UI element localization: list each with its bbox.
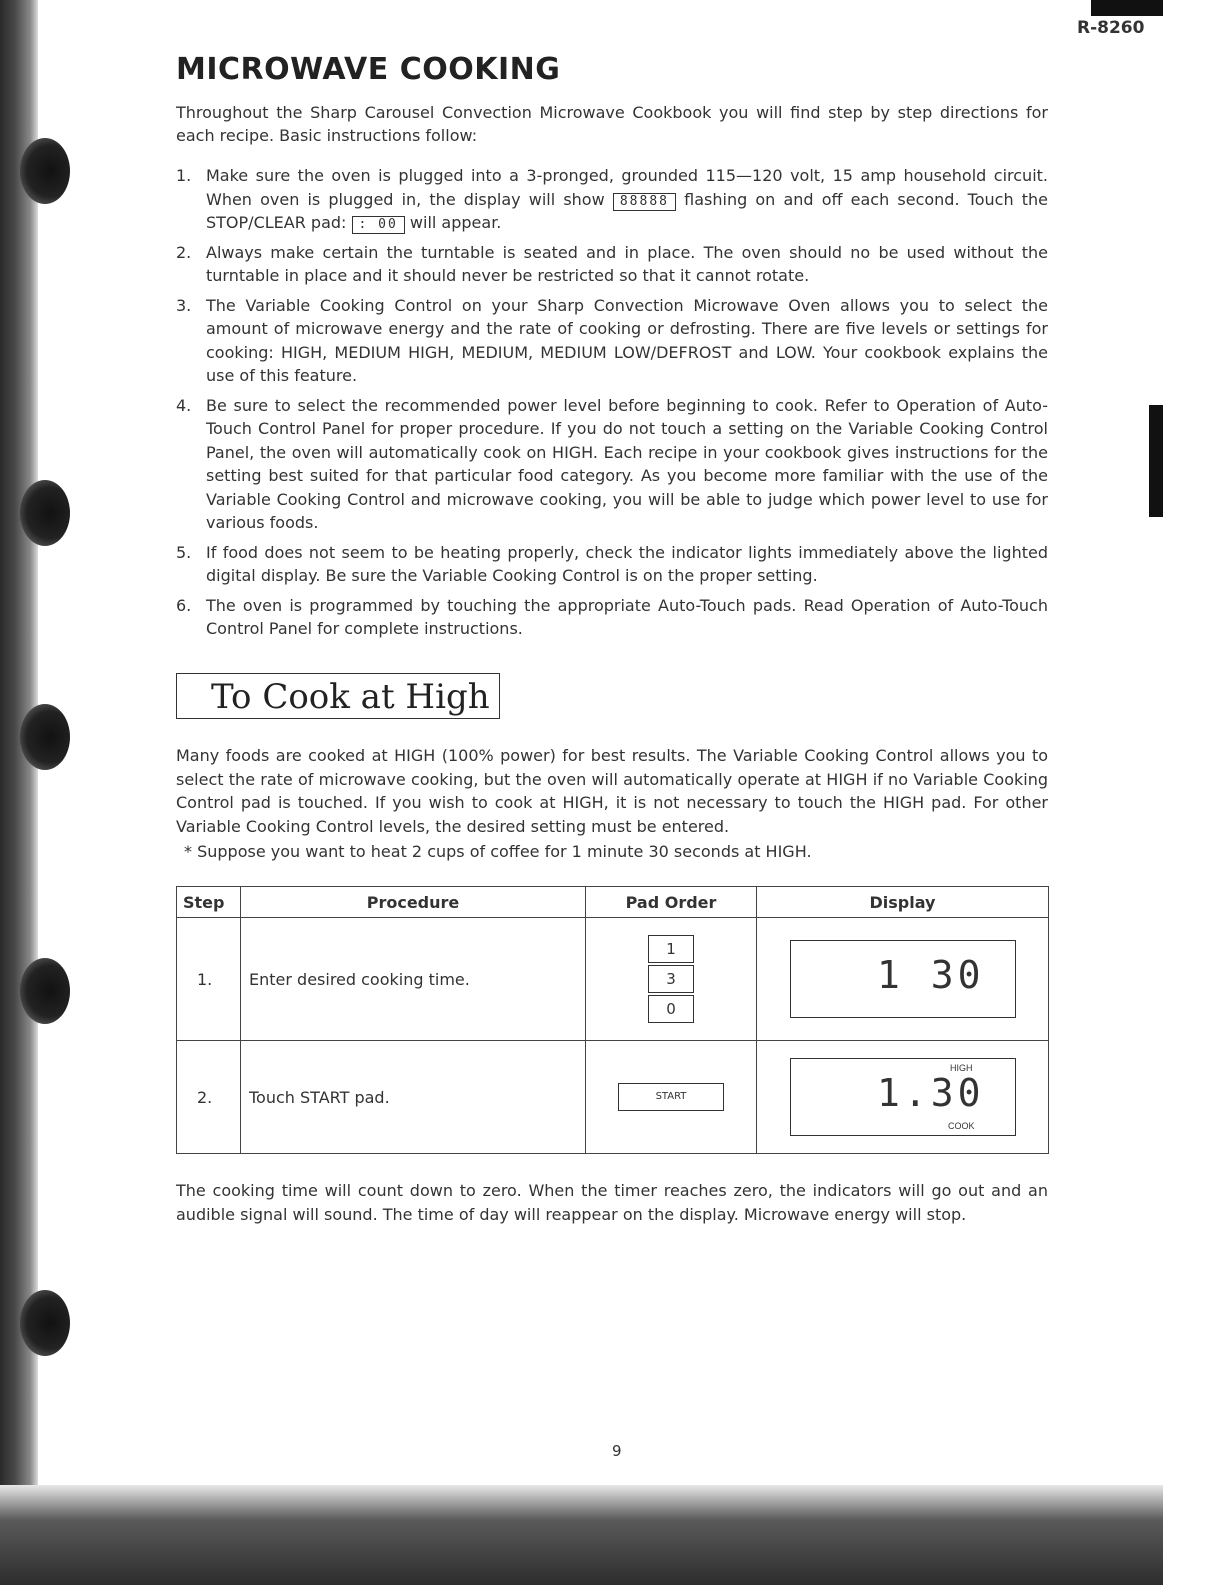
item-text: Be sure to select the recommended power level before beginning to cook. Refer to Operation of Auto-Touch Control Panel for proper procedure. If you do not touch a setting on the Variable Cooking Control Panel, the oven will automatically cook on HIGH. Each recipe in your cookbook gives instructions for the setting best suited for that particular food category. As you become more familiar with the use of the Variable Cooking Control and microwave cooking, you will be able to judge which power level to use for various foods. <box>206 395 1048 532</box>
bottom-edge-shadow <box>0 1485 1225 1585</box>
high-paragraph: Many foods are cooked at HIGH (100% power) for best results. The Variable Cooking Control allows you to select the rate of microwave cooking, but the oven will automatically operate at HIGH if no Variable Cooking Control pad is touched. If you wish to cook at HIGH, it is not necessary to touch the HIGH pad. For other Variable Cooking Control levels, the desired setting must be entered. <box>176 746 1048 836</box>
display-cell <box>757 918 1049 1041</box>
example-note: * Suppose you want to heat 2 cups of coffee for 1 minute 30 seconds at HIGH. <box>184 842 812 861</box>
item-number: 1. <box>176 166 192 185</box>
item-text: flashing on and off each second. Touch the STOP/CLEAR pad: <box>206 189 1049 232</box>
keypad-1: 1 <box>648 935 694 963</box>
list-item <box>176 294 1048 388</box>
item-text: The oven is programmed by touching the appropriate Auto-Touch pads. Read Operation of Auto-Touch Control Panel for complete instructions. <box>206 595 1048 638</box>
lcd-display <box>790 1058 1016 1136</box>
item-text: will appear. <box>409 213 502 232</box>
lcd-display <box>790 940 1016 1018</box>
item-number: 4. <box>176 395 192 415</box>
step-cell: 2. <box>177 1041 241 1154</box>
table-row <box>177 1041 1049 1154</box>
page-number: 9 <box>612 1442 622 1460</box>
pad-order-cell <box>586 1041 757 1154</box>
page-title: MICROWAVE COOKING <box>176 52 561 87</box>
procedure-table <box>176 886 1049 1154</box>
model-number: R-8260 <box>1077 18 1145 38</box>
item-number: 2. <box>176 242 192 262</box>
keypad-0: 0 <box>648 995 694 1023</box>
column-header-pad-order: Pad Order <box>586 887 757 918</box>
binder-hole <box>20 958 70 1024</box>
item-text: Always make certain the turntable is seated and in place. The oven should no be used without the turntable in place and it should never be restricted so that it cannot rotate. <box>206 242 1048 285</box>
pad-order-cell <box>586 918 757 1041</box>
column-header-display: Display <box>757 887 1049 918</box>
index-tab-side <box>1149 405 1163 517</box>
item-text: If food does not seem to be heating properly, check the indicator lights immediately above the lighted digital display. Be sure the Variable Cooking Control is on the proper setting. <box>206 542 1048 585</box>
display-digits: 1 30 <box>876 953 985 997</box>
item-text: Make sure the oven is plugged into a 3-pronged, grounded 115—120 volt, 15 amp household circuit. When oven is plugged in, the display will show <box>206 166 1048 209</box>
section-title: To Cook at High <box>176 673 500 719</box>
high-indicator: HIGH <box>950 1063 973 1073</box>
binder-hole <box>20 704 70 770</box>
binder-hole <box>20 1290 70 1356</box>
display-digits: 1.30 <box>876 1071 985 1115</box>
procedure-cell: Touch START pad. <box>241 1041 586 1154</box>
keypad-3: 3 <box>648 965 694 993</box>
table-header-row <box>177 887 1049 918</box>
column-header-step: Step <box>177 887 241 918</box>
list-item <box>176 164 1048 235</box>
lcd-display: 88888 <box>613 193 676 211</box>
intro-paragraph: Throughout the Sharp Carousel Convection Microwave Cookbook you will find step by step directions for each recipe. Basic instructions follow: <box>176 103 1048 145</box>
procedure-cell: Enter desired cooking time. <box>241 918 586 1041</box>
list-item <box>176 594 1048 641</box>
binder-hole <box>20 480 70 546</box>
start-pad: START <box>618 1083 724 1111</box>
binder-hole <box>20 138 70 204</box>
item-number: 5. <box>176 542 192 562</box>
cook-indicator: COOK <box>947 1121 975 1131</box>
list-item <box>176 241 1048 288</box>
item-number: 3. <box>176 295 192 315</box>
lcd-display: : 00 <box>352 216 405 234</box>
closing-paragraph: The cooking time will count down to zero. When the timer reaches zero, the indicators will go out and an audible signal will sound. The time of day will reappear on the display. Microwave energy will stop. <box>176 1181 1048 1224</box>
item-text: The Variable Cooking Control on your Sharp Convection Microwave Oven allows you to select the amount of microwave energy and the rate of cooking or defrosting. There are five levels or settings for cooking: HIGH, MEDIUM HIGH, MEDIUM, MEDIUM LOW/DEFROST and LOW. Your cookbook explains the use of this feature. <box>206 295 1048 385</box>
step-cell: 1. <box>177 918 241 1041</box>
display-cell <box>757 1041 1049 1154</box>
index-tab <box>1091 0 1163 16</box>
column-header-procedure: Procedure <box>241 887 586 918</box>
table-row <box>177 918 1049 1041</box>
right-margin <box>1163 0 1225 1585</box>
instruction-list <box>176 164 1048 647</box>
list-item <box>176 541 1048 588</box>
list-item <box>176 394 1048 535</box>
item-number: 6. <box>176 595 192 615</box>
